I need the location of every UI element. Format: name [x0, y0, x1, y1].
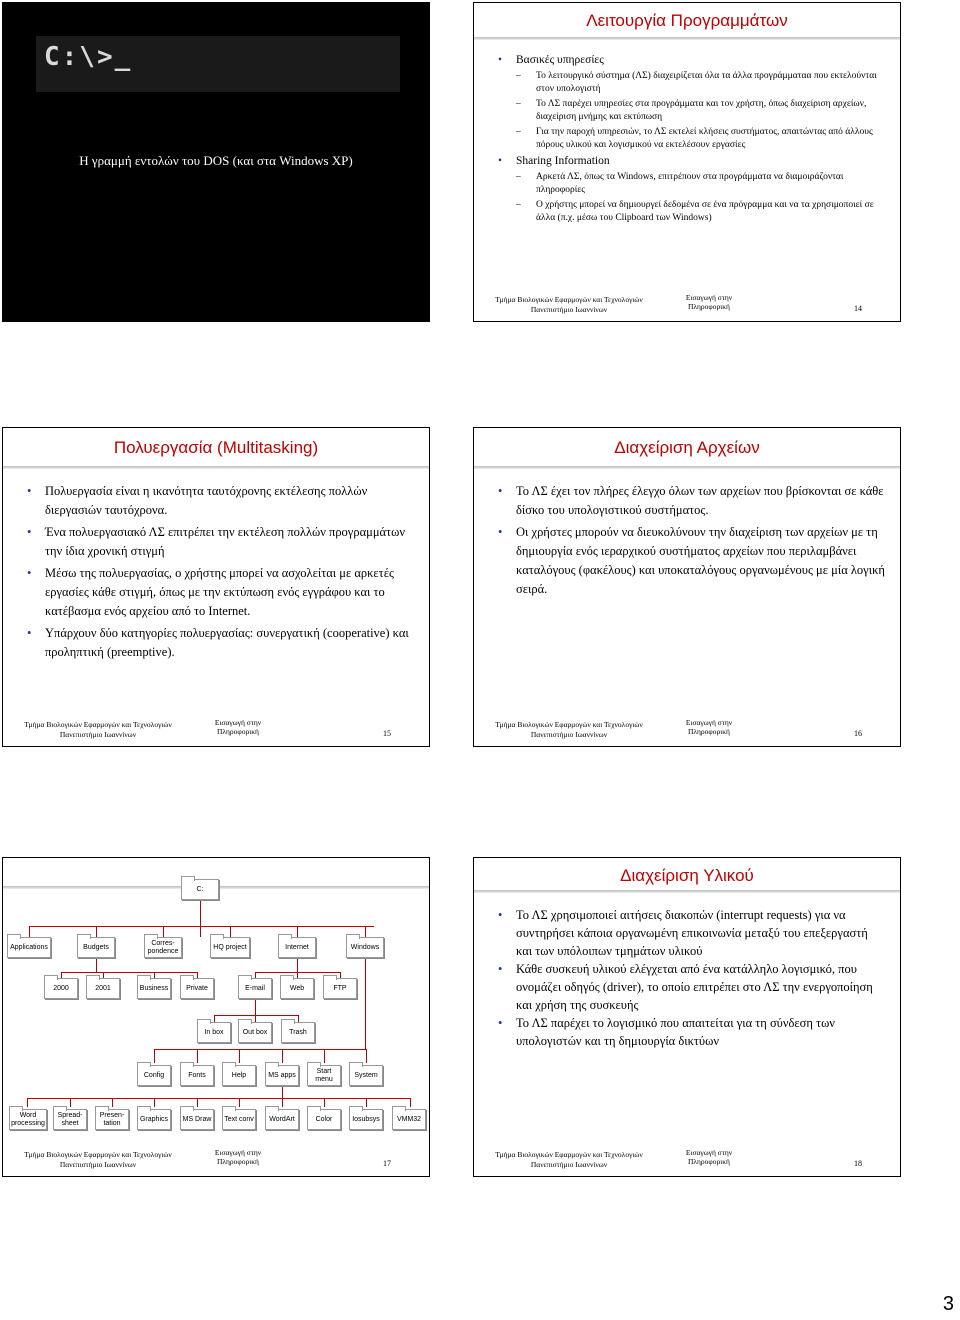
- folder: Presen-tation: [95, 1109, 129, 1130]
- tree-connector: [154, 1049, 155, 1063]
- footer-course: Εισαγωγή στην Πληροφορική: [685, 293, 733, 311]
- list-item: • Κάθε συσκευή υλικού ελέγχεται από ένα κατάλληλο λογισμικό, που ονομάζει οδηγός (driver), το οποίο επιτρέπει στο ΛΣ την ενεργοποίηση και χρήση της συσκευής: [498, 960, 886, 1014]
- footer-dept: Τμήμα Βιολογικών Εφαρμογών και Τεχνολογιών Πανεπιστήμιο Ιωαννίνων: [495, 1150, 643, 1169]
- folder: MS apps: [265, 1065, 299, 1086]
- folder-tree-diagram: [3, 858, 430, 1128]
- tree-connector: [154, 1049, 366, 1050]
- bullet-text: Βασικές υπηρεσίες: [516, 54, 604, 66]
- slide-program-operation: [473, 2, 901, 322]
- folder: Help: [222, 1065, 256, 1086]
- folder: Out box: [238, 1022, 272, 1043]
- title-rule: [474, 890, 900, 893]
- tree-connector: [297, 959, 298, 972]
- folder: System: [349, 1065, 383, 1086]
- list-item: • Το ΛΣ έχει τον πλήρες έλεγχο όλων των αρχείων που βρίσκονται σε κάθε δίσκο του υπολογιστικού συστήματος.: [498, 482, 886, 520]
- dos-caption: Η γραμμή εντολών του DOS (και στα Windows XP): [79, 153, 353, 168]
- list-item: [498, 53, 886, 151]
- folder: Spread-sheet: [53, 1109, 87, 1130]
- folder: MS Draw: [180, 1109, 214, 1130]
- folder: In box: [197, 1022, 231, 1043]
- folder: Fonts: [180, 1065, 214, 1086]
- tree-connector: [27, 1098, 28, 1107]
- folder: Iosubsys: [349, 1109, 383, 1130]
- folder: Color: [307, 1109, 341, 1130]
- folder: Start menu: [307, 1065, 341, 1086]
- title-rule: [474, 37, 900, 40]
- folder: Graphics: [137, 1109, 171, 1130]
- sub-item: – Το ΛΣ παρέχει υπηρεσίες στα προγράμματα και τον χρήστη, όπως διαχείριση αρχείων, διαχείριση μνήμης και εκτύπωση: [516, 98, 886, 123]
- slide-folder-tree: [2, 857, 430, 1177]
- tree-connector: [282, 1098, 283, 1107]
- list-item: • Το ΛΣ παρέχει το λογισμικό που απαιτείται για τη σύνδεση των υπολογιστών και τη δημιουργία δικτύων: [498, 1014, 886, 1050]
- list-item: • Οι χρήστες μπορούν να διευκολύνουν την διαχείριση των αρχείων με τη δημιουργία ενός ιεραρχικού συστήματος αρχείων που περιλαμβάνει καταλόγους (φακέλους) και υποκαταλόγους οργανωμένους με μία λογική σειρά.: [498, 523, 886, 599]
- list-item: • Το ΛΣ χρησιμοποιεί αιτήσεις διακοπών (interrupt requests) για να συντηρήσει κάποια οργανωμένη επικοινωνία μεταξύ του επεξεργαστή και των υπόλοιπων τμημάτων υλικού: [498, 906, 886, 960]
- footer-dept: Τμήμα Βιολογικών Εφαρμογών και Τεχνολογιών Πανεπιστήμιο Ιωαννίνων: [495, 720, 643, 739]
- bullet-text: Sharing Information: [516, 155, 610, 167]
- folder: Word processing: [9, 1109, 47, 1130]
- sub-item: – Για την παροχή υπηρεσιών, το ΛΣ εκτελεί κλήσεις συστήματος, απαιτώντας από άλλους πόρους υλικού και λογισμικού να εκτελέσουν εργασίες: [516, 126, 886, 151]
- tree-connector: [239, 1098, 240, 1107]
- title-rule: [474, 466, 900, 469]
- slide-multitasking: [2, 427, 430, 747]
- slide-title: Διαχείριση Αρχείων: [614, 438, 760, 457]
- slide-number: 15: [383, 729, 391, 738]
- folder: Text conv: [222, 1109, 256, 1130]
- sub-item: – Το λειτουργικό σύστημα (ΛΣ) διαχειρίζεται όλα τα άλλα προγράμματαα που εκτελούνται στον υπολογιστή: [516, 70, 886, 95]
- slide-number: 16: [854, 729, 862, 738]
- tree-connector: [154, 1098, 155, 1107]
- folder: HQ project: [210, 937, 250, 958]
- tree-connector: [324, 1049, 325, 1063]
- footer-course: Εισαγωγή στην Πληροφορική: [685, 1148, 733, 1166]
- slide-title: Διαχείριση Υλικού: [620, 866, 754, 885]
- sub-item: – Ο χρήστης μπορεί να δημιουργεί δεδομένα σε ένα πρόγραμμα και να τα χρησιμοποιεί σε άλλα (π.χ. μέσω του Clipboard των Windows): [516, 199, 886, 224]
- tree-connector: [214, 1015, 298, 1016]
- slide-dos: [2, 2, 430, 322]
- footer-course: Εισαγωγή στην Πληροφορική: [214, 1148, 262, 1166]
- bullet-list: [27, 482, 415, 662]
- sub-item: – Αρκετά ΛΣ, όπως τα Windows, επιτρέπουν στα προγράμματα να διαμοιράζονται πληροφορίες: [516, 171, 886, 196]
- folder: Private: [180, 978, 214, 999]
- folder: Config: [137, 1065, 171, 1086]
- dos-prompt: C:\>_: [44, 42, 133, 72]
- tree-connector: [200, 899, 201, 937]
- tree-connector: [282, 1086, 283, 1098]
- folder: WordArt: [265, 1109, 299, 1130]
- bullet-list: [498, 482, 886, 599]
- tree-connector: [70, 1098, 71, 1107]
- footer-dept: Τμήμα Βιολογικών Εφαρμογών και Τεχνολογιών Πανεπιστήμιο Ιωαννίνων: [24, 720, 172, 739]
- folder: 2000: [44, 978, 78, 999]
- dos-screen: [36, 36, 400, 92]
- tree-connector: [410, 1098, 411, 1107]
- tree-connector: [27, 1098, 410, 1099]
- tree-connector: [197, 1049, 198, 1063]
- list-item: [498, 154, 886, 224]
- slide-file-management: [473, 427, 901, 747]
- list-item: • Υπάρχουν δύο κατηγορίες πολυεργασίας: συνεργατική (cooperative) και προληπτική (preemptive).: [27, 624, 415, 662]
- folder: Internet: [278, 937, 316, 958]
- footer-dept: Τμήμα Βιολογικών Εφαρμογών και Τεχνολογιών Πανεπιστήμιο Ιωαννίνων: [24, 1150, 172, 1169]
- bullet-list: [498, 906, 886, 1050]
- folder: VMM32: [392, 1109, 426, 1130]
- folder: Business: [137, 978, 171, 999]
- folder-root: C:: [181, 879, 219, 900]
- tree-connector: [324, 1098, 325, 1107]
- slide-number: 18: [854, 1159, 862, 1168]
- folder: Web: [280, 978, 314, 999]
- folder: E-mail: [238, 978, 272, 999]
- folder: Applications: [7, 937, 51, 958]
- folder: FTP: [323, 978, 357, 999]
- folder: Windows: [346, 937, 384, 958]
- folder: 2001: [86, 978, 120, 999]
- tree-connector: [282, 1049, 283, 1063]
- slide-title: Πολυεργασία (Multitasking): [113, 438, 319, 457]
- tree-connector: [255, 1000, 256, 1023]
- slide-number: 17: [383, 1159, 391, 1168]
- tree-connector: [239, 1049, 240, 1063]
- tree-connector: [96, 959, 97, 972]
- bullet-list: [498, 53, 886, 227]
- title-rule: [3, 466, 429, 469]
- tree-connector: [29, 926, 374, 927]
- footer-course: Εισαγωγή στην Πληροφορική: [685, 718, 733, 736]
- tree-connector: [366, 1049, 367, 1063]
- footer-dept: Τμήμα Βιολογικών Εφαρμογών και Τεχνολογιών Πανεπιστήμιο Ιωαννίνων: [495, 295, 643, 314]
- tree-connector: [197, 1098, 198, 1107]
- slide-hardware-management: [473, 857, 901, 1177]
- tree-connector: [365, 959, 366, 1049]
- list-item: • Μέσω της πολυεργασίας, ο χρήστης μπορεί να ασχολείται με αρκετές εργασίες κάθε στιγμή, όπως με την εκτύπωση ενός εγγράφου και το κατέβασμα ενός αρχείου από το Internet.: [27, 564, 415, 621]
- folder: Corres-pondence: [144, 937, 182, 958]
- folder: Budgets: [77, 937, 115, 958]
- tree-connector: [61, 972, 197, 973]
- footer-course: Εισαγωγή στην Πληροφορική: [214, 718, 262, 736]
- page-number: 3: [942, 1293, 954, 1315]
- tree-connector: [112, 1098, 113, 1107]
- slide-number: 14: [854, 304, 862, 313]
- folder: Trash: [281, 1022, 315, 1043]
- list-item: • Ένα πολυεργασιακό ΛΣ επιτρέπει την εκτέλεση πολλών προγραμμάτων την ίδια χρονική στιγμή: [27, 523, 415, 561]
- tree-connector: [366, 1098, 367, 1107]
- list-item: • Πολυεργασία είναι η ικανότητα ταυτόχρονης εκτέλεσης πολλών διεργασιών ταυτόχρονα.: [27, 482, 415, 520]
- slide-title: Λειτουργία Προγραμμάτων: [586, 11, 788, 30]
